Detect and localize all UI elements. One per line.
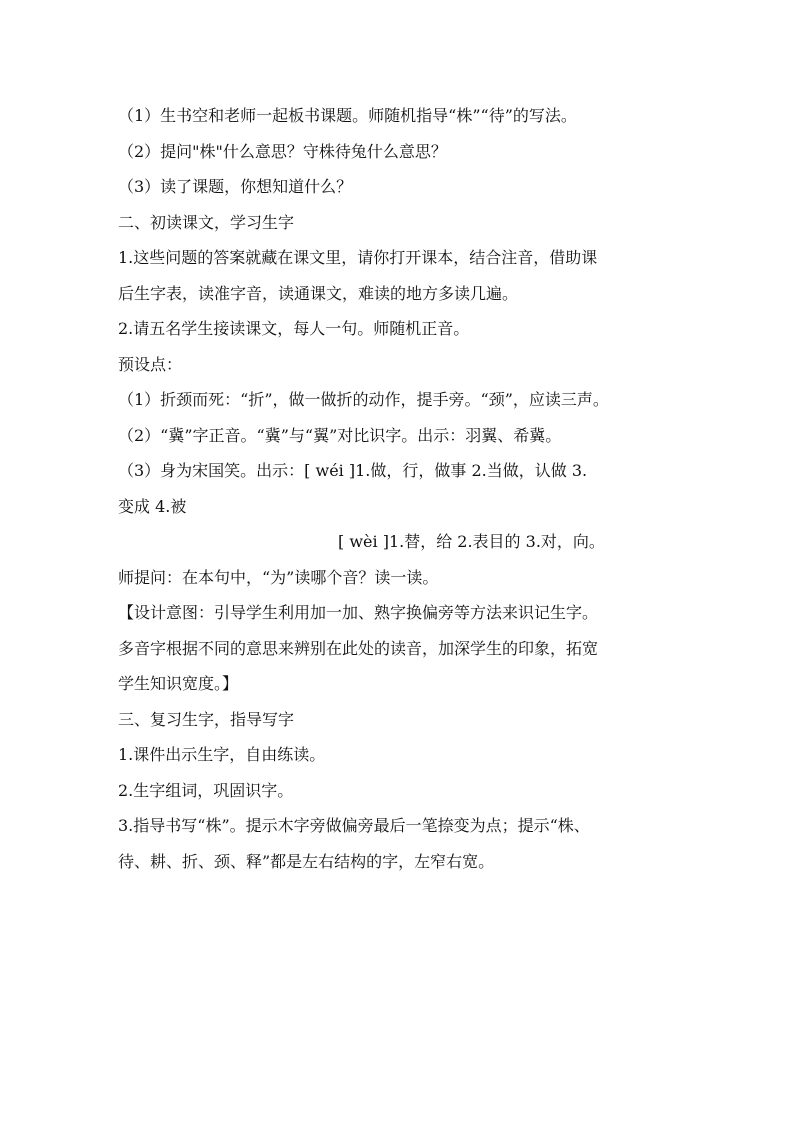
- design-intent-line: 多音字根据不同的意思来辨别在此处的读音，加深学生的印象，拓宽: [118, 638, 599, 658]
- body-line: 1.这些问题的答案就藏在课文里，请你打开课本，结合注音，借助课: [118, 248, 598, 267]
- body-line: 变成 4.被: [118, 496, 187, 516]
- body-line: 后生字表，读准字音，读通课文，难读的地方多读几遍。: [118, 283, 519, 303]
- body-line: （1）折颈而死：“折”，做一做折的动作，提手旁。“颈”，应读三声。: [118, 390, 609, 409]
- body-line: 1.课件出示生字，自由练读。: [118, 745, 326, 764]
- body-line: 预设点：: [118, 354, 183, 374]
- design-intent-line: 学生知识宽度。】: [118, 674, 239, 693]
- design-intent-line: 【设计意图：引导学生利用加一加、熟字换偏旁等方法来识记生字。: [118, 603, 599, 622]
- body-line: （3）读了课题，你想知道什么？: [118, 177, 353, 196]
- body-line: 待、耕、折、颈、释”都是左右结构的字，左窄右宽。: [118, 851, 495, 871]
- body-line: （2）提问"株"什么意思？守株待兔什么意思？: [118, 141, 447, 161]
- section-heading: 二、初读课文，学习生字: [118, 212, 295, 232]
- pinyin-line: [ wèi ]1.替，给 2.表目的 3.对，向。: [338, 532, 605, 551]
- body-line: 3.指导书写“株”。提示木字旁做偏旁最后一笔捺变为点；提示“株、: [118, 816, 590, 835]
- body-line: 2.请五名学生接读课文，每人一句。师随机正音。: [118, 319, 470, 338]
- body-line: （1）生书空和老师一起板书课题。师随机指导“株”“待”的写法。: [118, 106, 577, 125]
- body-line: 师提问：在本句中，“为”读哪个音？读一读。: [118, 567, 439, 587]
- body-line: 2.生字组词，巩固识字。: [118, 780, 294, 800]
- section-heading: 三、复习生字，指导写字: [118, 709, 295, 729]
- body-line: （2）“冀”字正音。“冀”与“翼”对比识字。出示：羽翼、希冀。: [118, 425, 562, 445]
- body-line: （3）身为宋国笑。出示：[ wéi ]1.做，行，做事 2.当做，认做 3.: [118, 461, 588, 480]
- document-body: [118, 98, 688, 879]
